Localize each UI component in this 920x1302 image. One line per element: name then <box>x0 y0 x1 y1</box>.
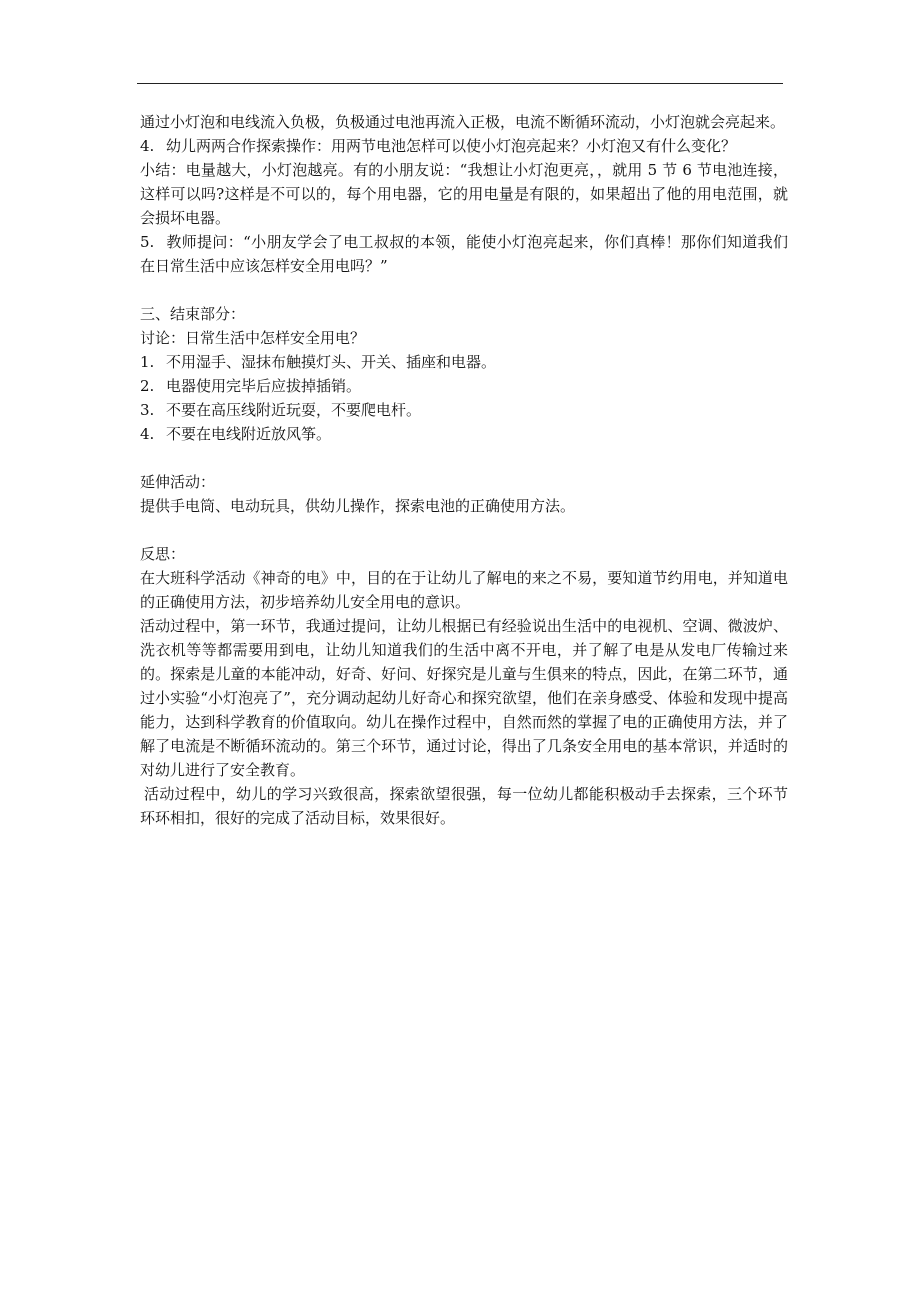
ending-discussion: 讨论：日常生活中怎样安全用电？ <box>140 329 366 347</box>
reflection-paragraph: 活动过程中，第一环节，我通过提问，让幼儿根据已有经验说出生活中的电视机、空调、微波炉、洗衣机等等都需要用到电，让幼儿知道我们的生活中离不开电，并了解了电是从发电厂传输过来的。探索是儿童的本能冲动，好奇、好问、好探究是儿童与生俱来的特点，因此，在第二环节，通过小实验“小灯泡亮了”，充分调动起幼儿好奇心和探究欲望，他们在亲身感受、体验和发现中提高能力，达到科学教育的价值取向。幼儿在操作过程中，自然而然的掌握了电的正确使用方法，并了解了电流是不断循环流动的。第三个环节，通过讨论，得出了几条安全用电的基本常识，并适时的对幼儿进行了安全教育。 <box>140 617 788 779</box>
item-number: 1. <box>140 353 155 371</box>
spacer <box>140 446 788 470</box>
reflection-paragraph: 活动过程中，幼儿的学习兴致很高，探索欲望很强，每一位幼儿都能积极动手去探索，三个环节环环相扣，很好的完成了活动目标，效果很好。 <box>140 785 788 827</box>
header-rule <box>137 83 783 84</box>
spacer <box>140 278 788 302</box>
ending-heading: 三、结束部分： <box>140 305 246 323</box>
item-number: 4. <box>140 425 155 443</box>
item-text: 不要在电线附近放风筝。 <box>166 425 332 443</box>
step-text: 教师提问：“小朋友学会了电工叔叔的本领，能使小灯泡亮起来，你们真棒！那你们知道我们在日常生活中应该怎样安全用电吗？” <box>140 233 788 275</box>
safety-item <box>140 422 788 446</box>
item-number: 3. <box>140 401 155 419</box>
step-4 <box>140 134 788 158</box>
step-number: 5. <box>140 233 155 251</box>
step-number: 4. <box>140 137 155 155</box>
extension-heading: 延伸活动： <box>140 473 216 491</box>
document-body <box>140 110 788 830</box>
extension-text: 提供手电筒、电动玩具，供幼儿操作，探索电池的正确使用方法。 <box>140 497 576 515</box>
continued-paragraph: 通过小灯泡和电线流入负极，负极通过电池再流入正极，电流不断循环流动，小灯泡就会亮起来。 <box>140 113 786 131</box>
step-5 <box>140 230 788 278</box>
safety-item <box>140 350 788 374</box>
item-text: 不要在高压线附近玩耍，不要爬电杆。 <box>166 401 422 419</box>
item-text: 不用湿手、湿抹布触摸灯头、开关、插座和电器。 <box>166 353 497 371</box>
spacer <box>140 518 788 542</box>
safety-item <box>140 398 788 422</box>
item-text: 电器使用完毕后应拔掉插销。 <box>166 377 362 395</box>
item-number: 2. <box>140 377 155 395</box>
reflection-paragraph: 在大班科学活动《神奇的电》中，目的在于让幼儿了解电的来之不易，要知道节约用电，并知道电的正确使用方法，初步培养幼儿安全用电的意识。 <box>140 569 788 611</box>
reflection-heading: 反思： <box>140 545 186 563</box>
step-text: 幼儿两两合作探索操作：用两节电池怎样可以使小灯泡亮起来？小灯泡又有什么变化？ <box>166 137 737 155</box>
safety-item <box>140 374 788 398</box>
step-4-summary: 小结：电量越大，小灯泡越亮。有的小朋友说：“我想让小灯泡更亮，，就用 5 节 6 节电池连接，这样可以吗?这样是不可以的，每个用电器，它的用电量是有限的，如果超出了他的用电范围，就会损坏电器。 <box>140 161 788 227</box>
